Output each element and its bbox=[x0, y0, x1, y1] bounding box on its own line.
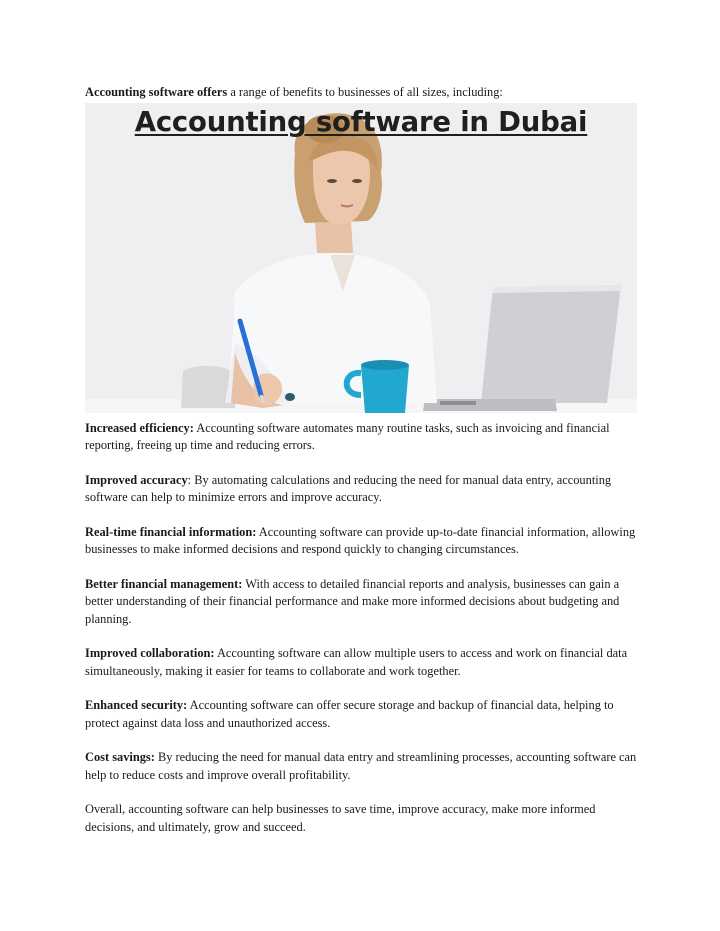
benefit-text: Accounting software can allow multiple users to access and work on financial data simultaneously, making it easier for teams to collaborate and work together. bbox=[85, 646, 628, 678]
benefit-text: Accounting software can provide up-to-date financial information, allowing businesses to make informed decisions and respond quickly to changing circumstances. bbox=[85, 525, 636, 557]
benefits-list bbox=[85, 420, 640, 836]
benefit-label: Cost savings: bbox=[85, 750, 155, 765]
hero-illustration bbox=[85, 103, 637, 413]
benefit-enhanced-security bbox=[85, 697, 640, 732]
benefit-text: With access to detailed financial reports and analysis, businesses can gain a better understanding of their financial performance and make more informed decisions about budgeting and planning. bbox=[85, 577, 620, 626]
hero-image bbox=[85, 103, 637, 413]
conclusion-paragraph: Overall, accounting software can help businesses to save time, improve accuracy, make more informed decisions, and ultimately, grow and succeed. bbox=[85, 802, 596, 834]
benefit-real-time-info bbox=[85, 524, 640, 559]
hero-title: Accounting software in Dubai bbox=[134, 106, 588, 138]
intro-paragraph bbox=[85, 84, 640, 101]
benefit-text: : By automating calculations and reducing the need for manual data entry, accounting software can help to minimize errors and improve accuracy. bbox=[85, 473, 612, 505]
benefit-label: Improved accuracy bbox=[85, 473, 188, 487]
benefit-text: Accounting software automates many routine tasks, such as invoicing and financial reporting, freeing up time and reducing errors. bbox=[85, 421, 610, 453]
benefit-improved-accuracy bbox=[85, 472, 640, 507]
benefit-label: Increased efficiency: bbox=[85, 421, 194, 435]
benefit-label: Enhanced security: bbox=[85, 698, 188, 713]
benefit-label: Real-time financial information: bbox=[85, 525, 257, 539]
document-page bbox=[85, 84, 640, 853]
benefit-label: Better financial management: bbox=[85, 577, 243, 591]
benefit-cost-savings bbox=[85, 749, 640, 784]
benefit-text: Accounting software can offer secure storage and backup of financial data, helping to protect against data loss and unauthorized access. bbox=[85, 698, 614, 730]
intro-lead: Accounting software offers bbox=[85, 85, 228, 99]
benefit-text: By reducing the need for manual data entry and streamlining processes, accounting software can help to reduce costs and improve overall profitability. bbox=[85, 750, 637, 782]
benefit-improved-collaboration bbox=[85, 645, 640, 680]
intro-rest: a range of benefits to businesses of all sizes, including: bbox=[227, 85, 503, 99]
benefit-increased-efficiency bbox=[85, 420, 640, 455]
benefit-label: Improved collaboration: bbox=[85, 646, 215, 661]
benefit-financial-management bbox=[85, 576, 640, 628]
